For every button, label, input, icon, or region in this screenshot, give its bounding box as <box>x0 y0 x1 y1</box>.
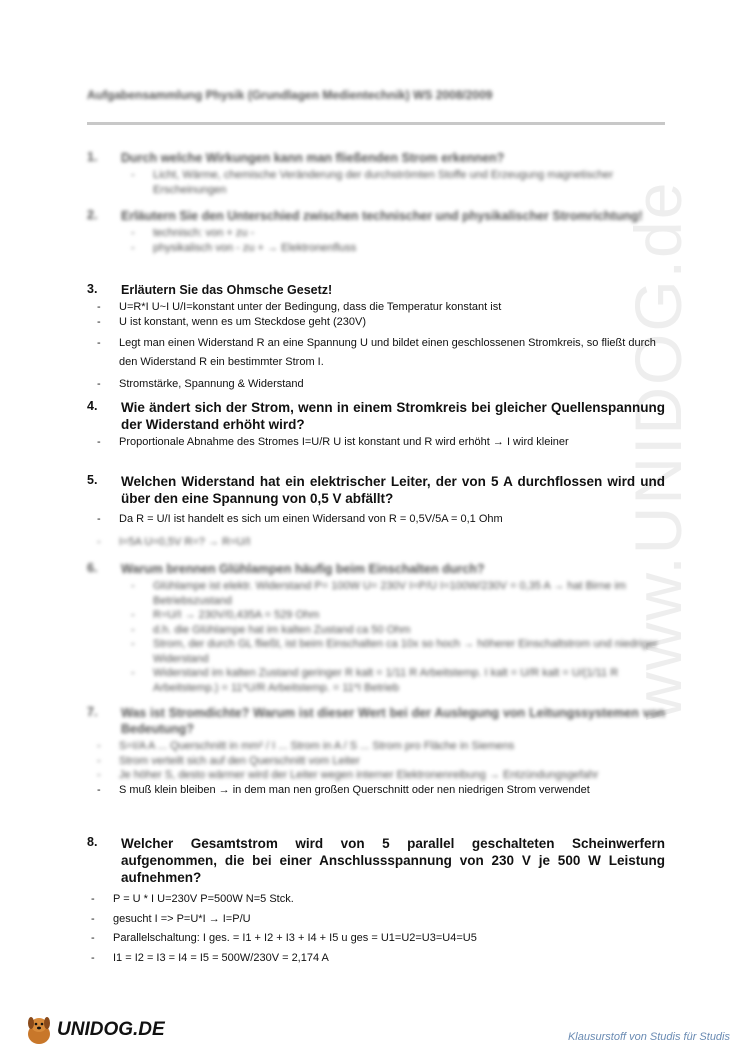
page-header: Aufgabensammlung Physik (Grundlagen Medientechnik) WS 2008/2009 <box>87 88 493 102</box>
question-number: 5. <box>87 473 98 487</box>
answer-item: - Licht, Wärme, chemische Veränderung der durchströmten Stoffe und Erzeugung magnetischer Erscheinungen <box>131 169 614 196</box>
question-title: Welcher Gesamtstrom wird von 5 parallel geschalteten Scheinwerfern aufgenommen, die bei einer Anschlussspannung von 230 V je 500 W Leistung aufnehmen? <box>121 836 665 885</box>
answer-item: - R=U/I → 230V/0,435A = 529 Ohm <box>131 609 320 621</box>
dog-mascot-icon <box>24 1014 54 1046</box>
answer-item: - physikalisch von - zu + → Elektronenfluss <box>131 241 357 254</box>
logo-text: UNIDOG.DE <box>57 1019 165 1040</box>
question-number: 2. <box>87 208 98 222</box>
question-8 <box>87 835 665 965</box>
question-title: Wie ändert sich der Strom, wenn in einem Stromkreis bei gleicher Quellenspannung der Widerstand erhöht wird? <box>121 400 665 432</box>
answer-item: - Stromstärke, Spannung & Widerstand <box>97 378 304 390</box>
question-number: 6. <box>87 561 98 575</box>
answer-item: - S muß klein bleiben → in dem man nen großen Querschnitt oder nen niedrigen Strom verwendet <box>97 783 590 796</box>
answer-item: - Legt man einen Widerstand R an eine Spannung U und bildet einen geschlossenen Stromkreis, so fließt durch den Widerstand R ein bestimmter Strom I. <box>97 337 656 368</box>
answer-item: - gesucht I => P=U*I → I=P/U <box>91 912 251 925</box>
question-7 <box>87 705 665 797</box>
question-title: Welchen Widerstand hat ein elektrischer Leiter, der von 5 A durchflossen wird und über den eine Spannung von 0,5 V abfällt? <box>121 474 665 506</box>
answer-item: - S=I/A A ... Querschnitt in mm² / I ... Strom in A / S ... Strom pro Fläche in Siemens <box>97 740 515 752</box>
answer-item: - I1 = I2 = I3 = I4 = I5 = 500W/230V = 2,174 A <box>91 951 329 964</box>
question-number: 3. <box>87 282 98 296</box>
footer-tagline: Klausurstoff von Studis für Studis <box>567 1031 730 1043</box>
answer-item: - I=5A U=0,5V R=? → R=U/I <box>97 535 251 548</box>
answer-item: - U=R*I U~I U/I=konstant unter der Bedingung, dass die Temperatur konstant ist <box>97 301 502 313</box>
answer-item: - Parallelschaltung: I ges. = I1 + I2 + I3 + I4 + I5 u ges = U1=U2=U3=U4=U5 <box>91 932 477 944</box>
question-6 <box>87 561 665 695</box>
question-1 <box>87 150 665 197</box>
answer-item: - technisch: von + zu - <box>131 227 255 239</box>
header-rule <box>87 122 665 125</box>
unidog-logo <box>24 1014 165 1046</box>
question-title: Was ist Stromdichte? Warum ist dieser Wert bei der Auslegung von Leitungssystemen von Bedeutung? <box>121 706 665 736</box>
answer-item: - U ist konstant, wenn es um Steckdose geht (230V) <box>97 315 367 328</box>
question-title: Durch welche Wirkungen kann man fließenden Strom erkennen? <box>121 151 505 165</box>
question-title: Erläutern Sie das Ohmsche Gesetz! <box>121 283 333 297</box>
answer-item: - Da R = U/I ist handelt es sich um einen Widersand von R = 0,5V/5A = 0,1 Ohm <box>97 513 503 525</box>
question-number: 7. <box>87 705 98 719</box>
question-number: 4. <box>87 399 98 413</box>
question-2 <box>87 208 665 255</box>
question-number: 1. <box>87 150 98 164</box>
answer-item: - Widerstand im kalten Zustand geringer R kalt = 1/11 R Arbeitstemp. I kalt = U/R kalt = U/(1/11 R Arbeitstemp.) = 11*U/R Arbeitstemp. = 11*I Betrieb <box>131 667 619 694</box>
question-title: Erläutern Sie den Unterschied zwischen technischer und physikalischer Stromrichtung! <box>121 209 643 223</box>
question-title: Warum brennen Glühlampen häufig beim Einschalten durch? <box>121 562 485 576</box>
question-5 <box>87 473 665 549</box>
answer-item: - d.h. die Glühlampe hat im kalten Zustand ca 50 Ohm <box>131 623 411 636</box>
answer-item: - Je höher S, desto wärmer wird der Leiter wegen interner Elektronenreibung → Entzündungsgefahr <box>97 769 599 781</box>
answer-item: - Glühlampe ist elektr. Widerstand P= 100W U= 230V I=P/U I=100W/230V = 0,35 A → hat Birne im Betriebszustand <box>131 580 626 607</box>
answer-item: - Strom, der durch GL fließt, ist beim Einschalten ca 10x so hoch → höherer Einschaltstrom und niedriger Widerstand <box>131 638 658 665</box>
watermark: www.UNIDOG.de <box>621 180 695 720</box>
question-3 <box>87 282 665 392</box>
answer-item: - P = U * I U=230V P=500W N=5 Stck. <box>91 893 294 905</box>
answer-item: - Proportionale Abnahme des Stromes I=U/R U ist konstant und R wird erhöht → I wird kleiner <box>97 436 569 448</box>
question-number: 8. <box>87 835 98 849</box>
question-4 <box>87 399 665 450</box>
answer-item: - Strom verteilt sich auf den Querschnitt vom Leiter <box>97 754 360 767</box>
